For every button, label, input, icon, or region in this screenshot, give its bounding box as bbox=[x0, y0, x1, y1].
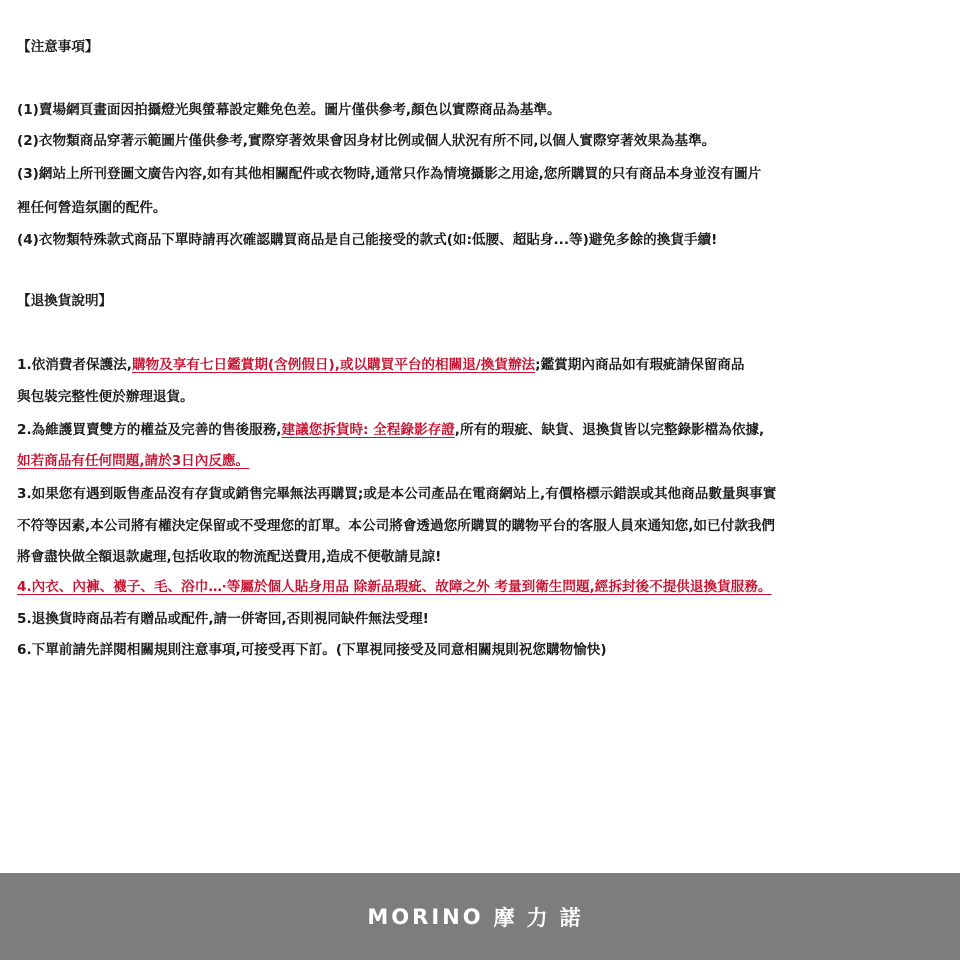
returns-highlight-report-3-days: 如若商品有任何問題,請於3日內反應。 bbox=[17, 453, 250, 469]
returns-item-2-text: 2.為維護買賣雙方的權益及完善的售後服務, bbox=[17, 422, 282, 438]
notice-item-3: (3)網站上所刊登圖文廣告內容,如有其他相關配件或衣物時,通常只作為情境攝影之用途,您所購買的只有商品本身並沒有圖片 bbox=[17, 166, 762, 182]
brand-logo-text: MORINO bbox=[367, 904, 484, 929]
returns-item-3-cont-2: 將會盡快做全額退款處理,包括收取的物流配送費用,造成不便敬請見諒! bbox=[17, 549, 442, 565]
returns-item-5: 5.退換貨時商品若有贈品或配件,請一併寄回,否則視同缺件無法受理! bbox=[17, 611, 429, 627]
notice-item-2: (2)衣物類商品穿著示範圖片僅供參考,實際穿著效果會因身材比例或個人狀況有所不同,以個人實際穿著效果為基準。 bbox=[17, 133, 716, 149]
notice-item-3-cont: 裡任何營造氛圍的配件。 bbox=[17, 200, 167, 216]
notice-item-1: (1)賣場網頁畫面因拍攝燈光與螢幕設定難免色差。圖片僅供參考,顏色以實際商品為基準。 bbox=[17, 102, 561, 118]
returns-item-3: 3.如果您有遇到販售產品沒有存貨或銷售完畢無法再購買;或是本公司產品在電商網站上,有價格標示錯誤或其他商品數量與事實 bbox=[17, 486, 777, 502]
returns-item-6: 6.下單前請先詳閱相關規則注意事項,可接受再下訂。(下單視同接受及同意相關規則祝您購物愉快) bbox=[17, 642, 607, 658]
brand-logo-chinese: 摩力諾 bbox=[493, 905, 593, 930]
notice-title: 【注意事項】 bbox=[17, 39, 99, 55]
returns-item-4-highlight: 4.內衣、內褲、襪子、毛、浴巾…‧等屬於個人貼身用品 除新品瑕疵、故障之外 考量到衛生問題,經拆封後不提供退換貨服務。 bbox=[17, 579, 772, 595]
returns-highlight-appreciation-period: 購物及享有七日鑑賞期(含例假日),或以購買平台的相關退/換貨辦法 bbox=[131, 357, 536, 373]
returns-highlight-record-video: 建議您拆貨時: 全程錄影存證 bbox=[281, 422, 455, 438]
returns-item-2 bbox=[17, 420, 764, 440]
returns-item-1-text-end: ;鑑賞期內商品如有瑕疵請保留商品 bbox=[535, 357, 745, 373]
returns-item-1 bbox=[17, 355, 744, 375]
returns-item-3-cont-1: 不符等因素,本公司將有權決定保留或不受理您的訂單。本公司將會透過您所購買的購物平台的客服人員來通知您,如已付款我們 bbox=[17, 518, 775, 534]
footer-banner bbox=[0, 873, 960, 960]
returns-item-1-text: 1.依消費者保護法, bbox=[17, 357, 132, 373]
notice-item-4: (4)衣物類特殊款式商品下單時請再次確認購買商品是自己能接受的款式(如:低腰、超貼身...等)避免多餘的換貨手續! bbox=[17, 232, 718, 248]
returns-item-1-cont: 與包裝完整性便於辦理退貨。 bbox=[17, 389, 194, 405]
returns-item-2-text-end: ,所有的瑕疵、缺貨、退換貨皆以完整錄影檔為依據, bbox=[454, 422, 765, 438]
returns-title: 【退換貨說明】 bbox=[17, 293, 113, 309]
